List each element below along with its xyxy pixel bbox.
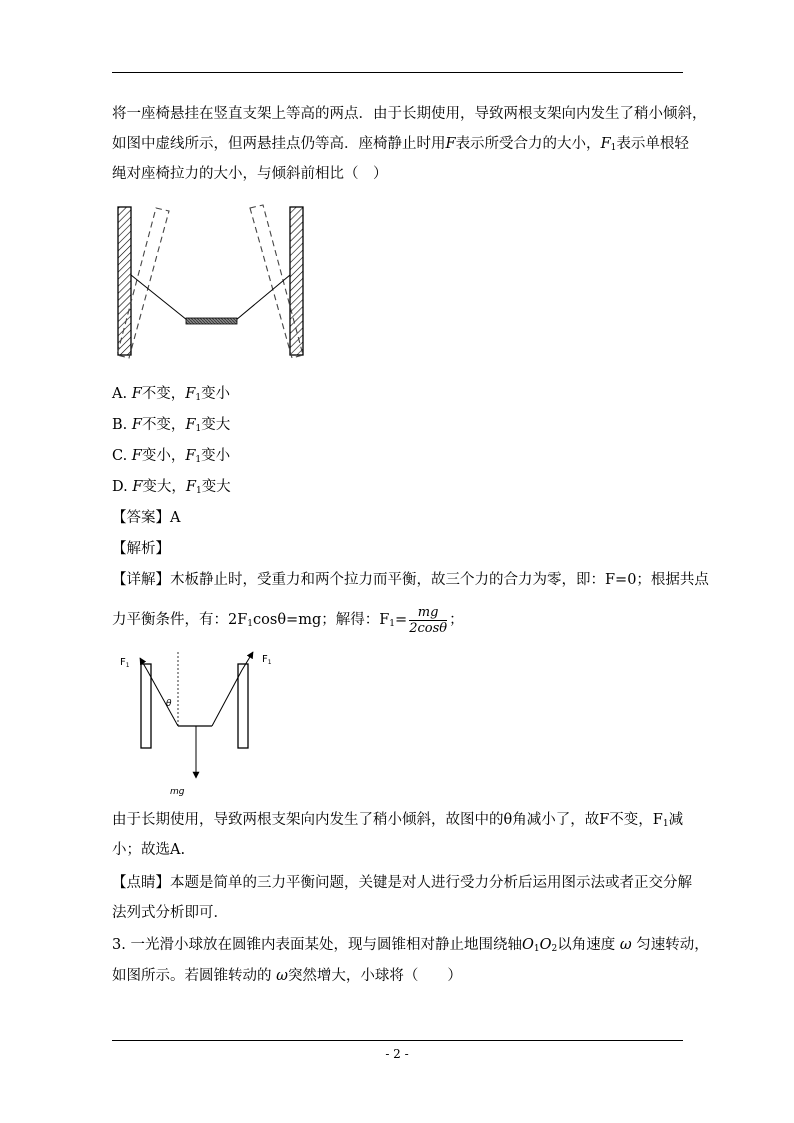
problem2-line3: 绳对座椅拉力的大小，与倾斜前相比（ ）	[112, 166, 388, 182]
mg-label: mg	[170, 787, 185, 797]
left-board	[141, 664, 151, 748]
f1-right-label: $F_1$	[262, 654, 272, 666]
page-number: - 2 -	[385, 1047, 409, 1061]
right-board	[238, 664, 248, 748]
problem2-line2: 如图中虚线所示，但两悬挂点仍等高．座椅静止时用F表示所受合力的大小，$F_1$表示单根轻	[112, 136, 689, 153]
seat	[186, 318, 237, 324]
conclusion-line2: 小；故选A.	[112, 842, 186, 858]
problem2-line1: 将一座椅悬挂在竖直支架上等高的两点．由于长期使用，导致两根支架向内发生了稍小倾斜，	[112, 106, 707, 122]
detail-line2: 力平衡条件，有：$2F_1\cos\theta=mg$；解得：$F_1=$ $\frac{mg}{2\cos\theta}$ ；	[112, 604, 464, 636]
left-support	[118, 207, 131, 355]
problem3-line1: 3. 一光滑小球放在圆锥内表面某处，现与圆锥相对静止地围绕轴$O_1O_2$以角速度 ω 匀速转动，	[112, 937, 709, 954]
right-support	[290, 207, 303, 355]
left-rope	[131, 275, 187, 320]
detail-line1: 【详解】木板静止时，受重力和两个拉力而平衡，故三个力的合力为零，即：F=0；根据共点	[112, 572, 709, 588]
theta-label: θ	[166, 699, 172, 709]
analysis-title: 【解析】	[112, 541, 170, 557]
option-d: D. F变大，$F_1$变大	[112, 479, 231, 496]
option-c: C. F变小，$F_1$变小	[112, 448, 231, 465]
footer-rule	[112, 1040, 683, 1041]
option-b: B. F不变，$F_1$变大	[112, 417, 231, 434]
problem3-line2: 如图所示。若圆锥转动的 ω突然增大，小球将（ ）	[112, 968, 462, 984]
right-rope	[236, 275, 290, 320]
option-a: A. F不变，$F_1$变小	[112, 386, 231, 403]
f1-left-label: $F_1$	[120, 657, 130, 669]
conclusion-line1: 由于长期使用，导致两根支架向内发生了稍小倾斜，故图中的θ角减小了，故F不变，$F_1$减	[112, 812, 684, 829]
formula-fraction: $\frac{mg}{2\cos\theta}$	[409, 604, 448, 636]
comment-line1: 【点睛】本题是简单的三力平衡问题，关键是对人进行受力分析后运用图示法或者正交分解	[112, 875, 692, 891]
chair-figure	[112, 200, 312, 362]
header-rule	[112, 72, 683, 73]
comment-line2: 法列式分析即可．	[112, 905, 228, 921]
force-diagram	[112, 648, 292, 798]
answer: 【答案】A	[112, 510, 181, 526]
